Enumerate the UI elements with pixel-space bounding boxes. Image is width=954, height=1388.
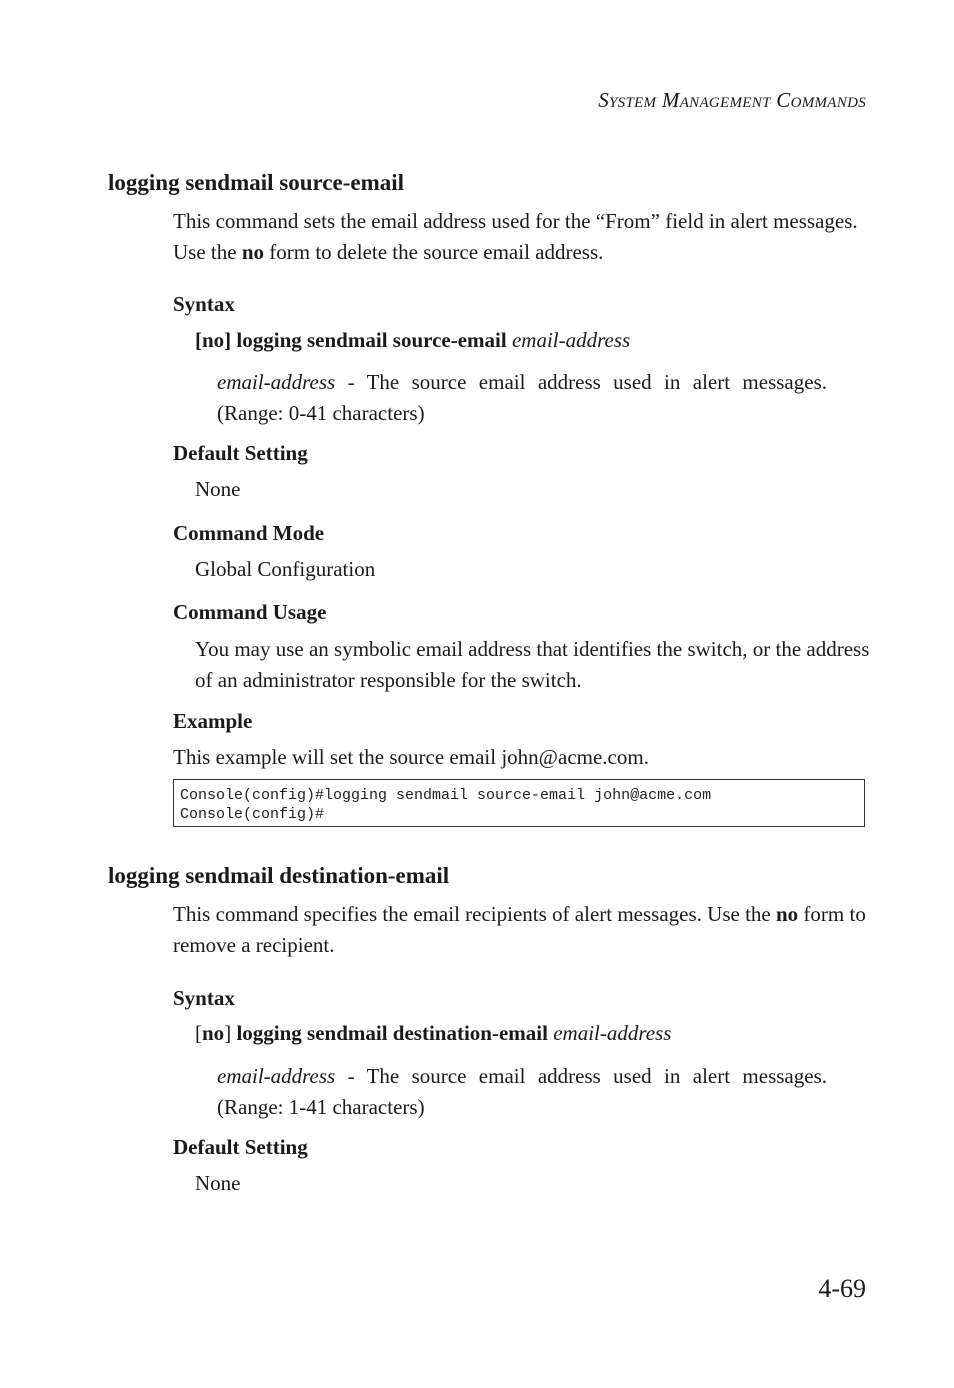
- syntax-parameter: email-address: [553, 1021, 672, 1045]
- default-setting-value: None: [195, 1171, 241, 1195]
- syntax-parameter: email-address: [511, 328, 631, 352]
- command-mode-heading: Command Mode: [173, 521, 325, 545]
- code-line: Console(config)#: [180, 806, 325, 823]
- parameter-name: email-address: [217, 370, 336, 394]
- section1-intro: [173, 206, 873, 268]
- intro-keyword-no: no: [241, 240, 265, 264]
- intro-text-b: form to delete the source email address.: [264, 240, 604, 264]
- code-example: [173, 779, 865, 827]
- parameter-text: - The source email address used in alert messages. (Range: 1-41 characters): [217, 1064, 827, 1119]
- syntax-bracket-close: ]: [224, 1021, 232, 1045]
- parameter-description: [217, 367, 827, 429]
- syntax-keyword-no: no: [202, 1021, 225, 1045]
- default-setting-heading: Default Setting: [173, 1135, 308, 1159]
- section-title-destination-email: logging sendmail destination-email: [108, 863, 450, 888]
- syntax-command: logging sendmail destination-email: [231, 1021, 548, 1045]
- parameter-description: [217, 1061, 827, 1123]
- intro-text-a: This command specifies the email recipients of alert messages. Use the: [173, 902, 776, 926]
- intro-keyword-no: no: [775, 902, 799, 926]
- parameter-text: - The source email address used in alert messages. (Range: 0-41 characters): [217, 370, 827, 425]
- intro-text-a: This command sets the email address used for the “From” field in alert messages. Use the: [173, 209, 858, 264]
- running-header: System Management Commands: [598, 88, 866, 112]
- code-line: Console(config)#logging sendmail source-email john@acme.com: [180, 787, 712, 804]
- parameter-name: email-address: [217, 1064, 336, 1088]
- intro-text-b: form to remove a recipient.: [173, 902, 866, 957]
- command-mode-value: Global Configuration: [195, 557, 376, 581]
- default-setting-value: None: [195, 477, 241, 501]
- page-number: 4-69: [818, 1274, 866, 1303]
- syntax-bracket-open: [: [195, 1021, 202, 1045]
- default-setting-heading: Default Setting: [173, 441, 308, 465]
- syntax-line: [195, 328, 630, 353]
- section2-intro: [173, 899, 873, 961]
- syntax-heading: Syntax: [173, 986, 235, 1010]
- syntax-line: [195, 1021, 671, 1046]
- example-text: This example will set the source email john@acme.com.: [173, 745, 649, 769]
- syntax-heading: Syntax: [173, 292, 235, 316]
- command-usage-heading: Command Usage: [173, 600, 327, 624]
- command-usage-text: You may use an symbolic email address that identifies the switch, or the address of an administrator responsible for the switch.: [195, 637, 870, 692]
- example-heading: Example: [173, 709, 253, 733]
- syntax-command: [no] logging sendmail source-email: [195, 328, 507, 352]
- section-title-source-email: logging sendmail source-email: [108, 170, 405, 195]
